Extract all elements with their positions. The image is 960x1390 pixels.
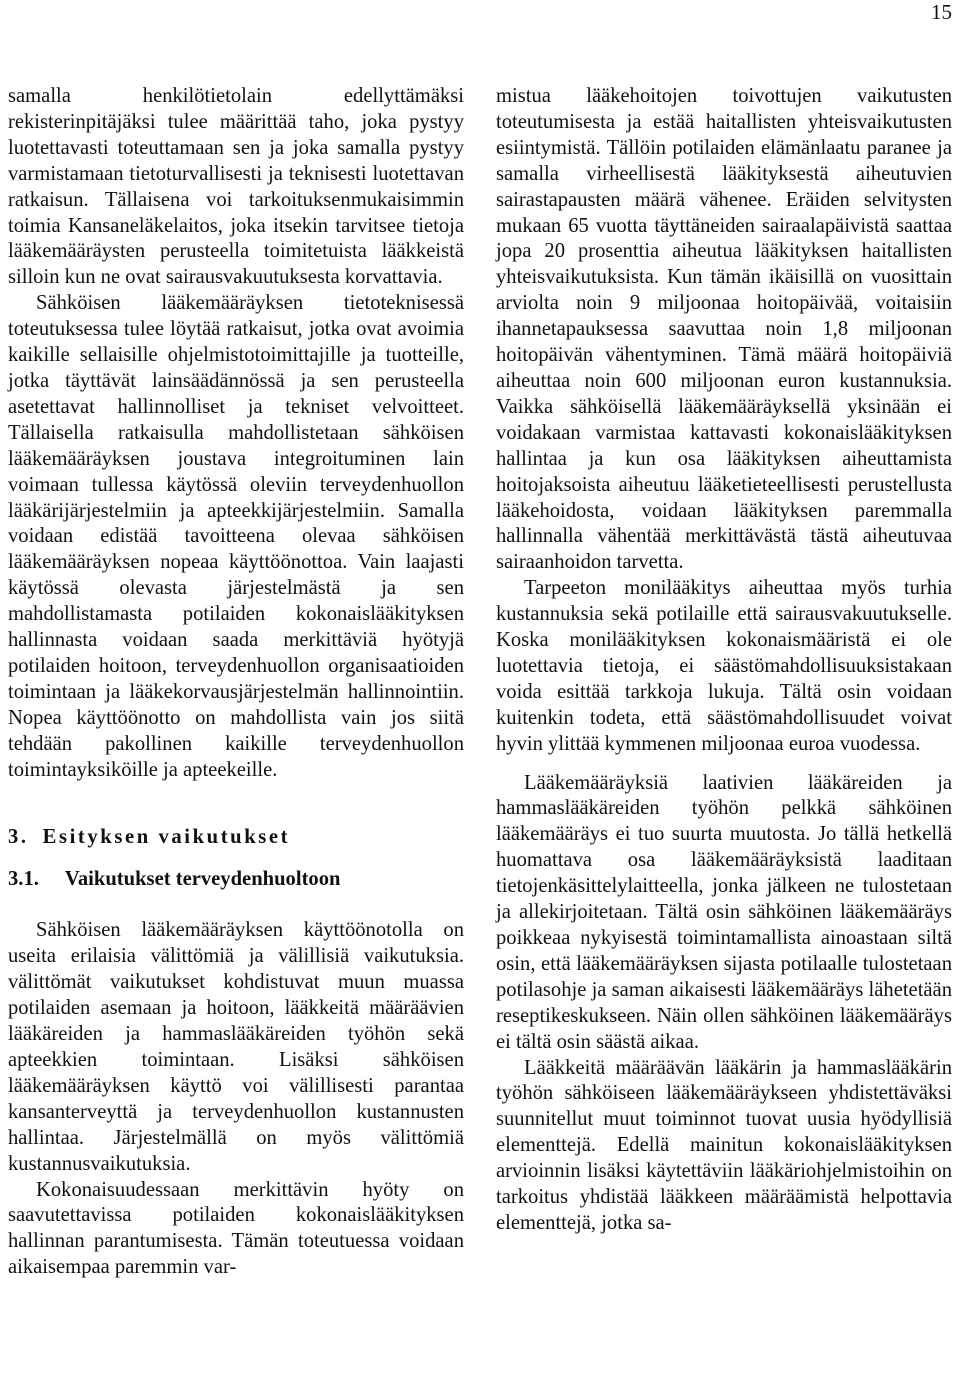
paragraph: Kokonaisuudessaan merkittävin hyöty on saavutettavissa potilaiden kokonaislääkityksen hallinnan parantumisesta. Tämän toteutuessa voidaan aikaisempaa paremmin var- xyxy=(8,1178,464,1279)
paragraph: Lääkemääräyksiä laativien lääkäreiden ja hammaslääkäreiden työhön pelkkä sähköinen lääkemääräys ei tuo suurta muutosta. Jo tällä hetkellä huomattava osa lääkemääräyksistä laaditaan tietojenkäsittelylaitteella, jonka jälkeen ne tulostetaan ja allekirjoitetaan. Tältä osin sähköinen lääkemääräys poikkeaa nykyisestä toimintamallista ainoastaan siltä osin, että lääkemääräyksen sijasta potilaalle tulostetaan potilasohje ja saman aikaisesti lääkemääräys lähetetään reseptikeskukseen. Näin ollen sähköinen lääkemääräys ei tältä osin säästä aikaa. xyxy=(496,771,952,1053)
subsection-title: Vaikutukset terveydenhuoltoon xyxy=(64,867,341,890)
paragraph: Lääkkeitä määräävän lääkärin ja hammaslääkärin työhön sähköiseen lääkemääräykseen yhdistettäväksi suunnitellut muut toiminnot tuovat uusia hyödyllisiä elementtejä. Edellä mainitun kokonaislääkityksen arvioinnin lisäksi käytettäviin lääkäriohjelmistoihin on tarkoitus yhdistää lääkkeen määräämistä helpottavia elementtejä, jotka sa- xyxy=(496,1056,952,1234)
paragraph: mistua lääkehoitojen toivottujen vaikutusten toteutumisesta ja estää haitallisten yhteisvaikutusten esiintymistä. Tällöin potilaiden elämänlaatu paranee ja samalla virheellisestä lääkityksestä aiheutuvien sairastapausten määrä vähenee. Eräiden selvitysten mukaan 65 vuotta täyttäneiden sairaalapäivistä saattaa jopa 20 prosenttia aiheutua lääkityksen haitallisten yhteisvaikutuksista. Kun tämän ikäisillä on vuosittain arviolta noin 9 miljoonaa hoitopäivää, voitaisiin ihannetapauksessa saavuttaa noin 1,8 miljoonan hoitopäivän vähentyminen. Tämä määrä hoitopäiviä aiheuttaa noin 600 miljoonan euron kustannuksia. Vaikka sähköisellä lääkemääräyksellä yksinään ei voidakaan varmistaa kattavasti kokonaislääkityksen hallintaa ja kun osa lääkityksen aiheuttamista hoitojaksoista aiheutuu lääketieteellisesti perustellusta lääkehoidosta, voidaan lääkityksen paremmalla hallinnalla vähentää merkittävästä tästä aiheutuvaa sairaanhoidon tarvetta. xyxy=(496,85,952,574)
paragraph: samalla henkilötietolain edellyttämäksi rekisterinpitäjäksi tulee määrittää taho, joka pystyy luotettavasti toteuttamaan sen ja joka samalla pystyy varmistamaan tietoturvallisesti ja teknisesti luotettavan ratkaisun. Tällaisena voi tarkoituksenmukaisimmin toimia Kansaneläkelaitos, joka itsekin tarvitsee tietoja lääkemääräysten perusteella toimitetuista lääkkeistä silloin kun ne ovat sairausvakuutuksesta korvattavia. xyxy=(8,85,464,289)
section-number: 3. xyxy=(8,825,29,848)
paragraph: Tarpeeton monilääkitys aiheuttaa myös turhia kustannuksia sekä potilaille että sairausvakuutukselle. Koska monilääkityksen kokonaismääristä ei ole luotettavia tietoja, ei säästömahdollisuuksistakaan voida esittää tarkkoja lukuja. Tältä osin voidaan kuitenkin todeta, että säästömahdollisuudet voivat hyvin ylittää kymmenen miljoonaa euroa vuodessa. xyxy=(496,577,952,755)
paragraph: Sähköisen lääkemääräyksen käyttöönotolla on useita erilaisia välittömiä ja välillisiä vaikutuksia. välittömät vaikutukset kohdistuvat muun muassa potilaiden asemaan ja hoitoon, lääkkeitä määräävien lääkäreiden ja hammaslääkäreiden työhön sekä apteekkien toimintaan. Lisäksi sähköisen lääkemääräyksen käyttö voi välillisesti parantaa kansanterveyttä ja terveydenhuollon kustannusten hallintaa. Järjestelmällä on myös välittömiä kustannusvaikutuksia. xyxy=(8,919,464,1175)
page-number: 15 xyxy=(931,0,952,24)
right-column xyxy=(496,84,952,1237)
subsection-heading xyxy=(8,850,464,892)
left-column xyxy=(8,84,464,1281)
subsection-number: 3.1. xyxy=(8,867,39,890)
paragraph: Sähköisen lääkemääräyksen tietoteknisessä toteutuksessa tulee löytää ratkaisut, jotka ovat avoimia kaikille sellaisille ohjelmistotoimittajille ja tuotteille, jotka täyttävät lainsäädännössä ja sen perusteella asetettavat hallinnolliset ja tekniset velvoitteet. Tällaisella ratkaisulla mahdollistetaan sähköisen lääkemääräyksen joustava integroituminen lain voimaan tullessa käytössä oleviin terveydenhuollon lääkärijärjestelmiin ja apteekkijärjestelmiin. Samalla voidaan edistää tavoitteena olevaa sähköisen lääkemääräyksen nopeaa käyttöönottoa. Vain laajasti käytössä olevasta järjestelmästä ja sen mahdollistamasta potilaiden kokonaislääkityksen hallinnasta voidaan saada merkittäviä hyötyjä potilaiden hoitoon, terveydenhuollon organisaatioiden toimintaan ja lääkekorvausjärjestelmän hallinnointiin. Nopea käyttöönotto on mahdollista vain jos siitä tehdään pakollinen kaikille terveydenhuollon toimintayksiköille ja apteekeille. xyxy=(8,292,464,781)
section-heading xyxy=(8,796,464,850)
section-title: Esityksen vaikutukset xyxy=(42,825,291,848)
